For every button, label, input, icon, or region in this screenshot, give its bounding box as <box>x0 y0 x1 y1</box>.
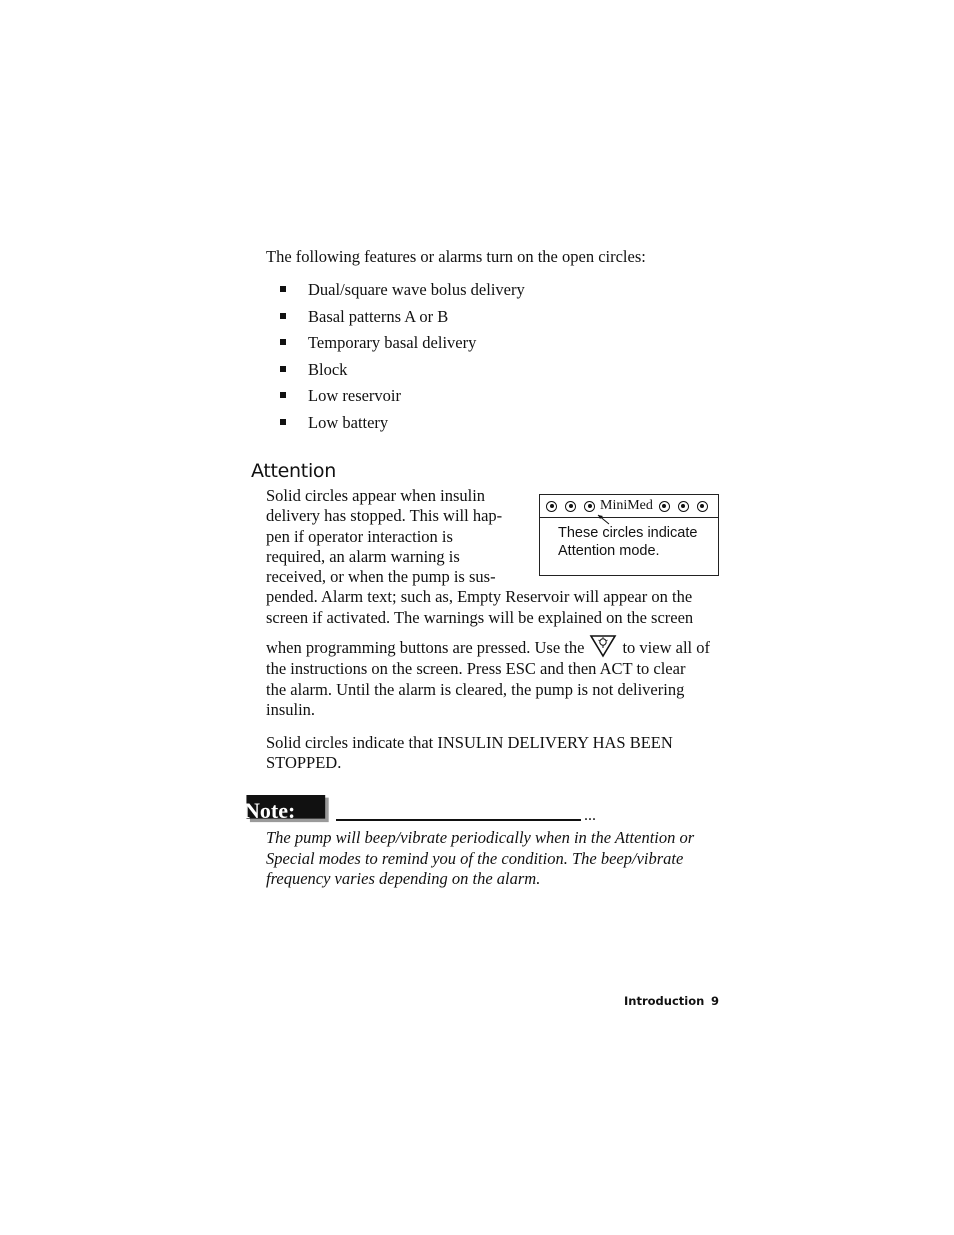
solid-circle-icon <box>659 501 670 512</box>
list-item <box>280 280 525 307</box>
solid-circle-icon <box>565 501 576 512</box>
list-item <box>280 413 525 440</box>
brand-label: MiniMed <box>600 498 653 513</box>
attention-line: delivery has stopped. This will hap- <box>266 506 503 525</box>
list-item-text: Block <box>308 359 348 379</box>
display-status-row <box>540 495 718 518</box>
bullet-square-icon <box>280 366 286 372</box>
note-text <box>266 828 736 890</box>
solid-circles-line: STOPPED. <box>266 753 342 772</box>
attention-line: screen if activated. The warnings will be explained on the screen <box>266 608 694 627</box>
caption-line: Attention mode. <box>558 543 660 559</box>
attention-line: received, or when the pump is sus- <box>266 567 496 586</box>
bullet-square-icon <box>280 339 286 345</box>
feature-list <box>280 280 525 440</box>
note-line: Special modes to remind you of the condition. The beep/vibrate <box>266 848 684 868</box>
list-item-text: Dual/square wave bolus delivery <box>308 280 525 299</box>
intro-text: The following features or alarms turn on the open circles: <box>266 247 646 266</box>
pump-display-figure <box>539 494 719 576</box>
note-line: The pump will beep/vibrate periodically when in the Attention or <box>266 828 695 847</box>
caption-line: These circles indicate <box>558 525 698 541</box>
note-dots: ... <box>584 807 596 824</box>
bullet-square-icon <box>280 419 286 425</box>
solid-circle-icon <box>546 501 557 512</box>
list-item-text: Temporary basal delivery <box>308 333 477 353</box>
footer-section: Introduction <box>624 994 705 1008</box>
note-label: Note: <box>244 798 296 823</box>
page-number: 9 <box>711 994 720 1008</box>
bullet-square-icon <box>280 392 286 398</box>
solid-circles-line: Solid circles indicate that INSULIN DELIVERY HAS BEEN <box>266 733 673 752</box>
list-item-text: Low reservoir <box>308 386 402 406</box>
figure-caption <box>558 524 697 560</box>
section-heading: Attention <box>251 460 336 482</box>
attention-line: the instructions on the screen. Press ESC and then ACT to clear <box>266 659 686 678</box>
list-item <box>280 333 525 360</box>
attention-line-text: to view all of <box>622 637 710 657</box>
solid-circle-icon <box>697 501 708 512</box>
list-item <box>280 386 525 413</box>
attention-line: pended. Alarm text; such as, Empty Reservoir will appear on the <box>266 587 693 606</box>
attention-line-text: when programming buttons are pressed. Use the <box>266 637 585 657</box>
list-item <box>280 307 525 334</box>
attention-line: insulin. <box>266 700 316 719</box>
attention-line: the alarm. Until the alarm is cleared, the pump is not delivering <box>266 680 685 699</box>
attention-line: pen if operator interaction is <box>266 526 453 546</box>
attention-line: required, an alarm warning is <box>266 547 460 566</box>
bullet-square-icon <box>280 286 286 292</box>
note-line: frequency varies depending on the alarm. <box>266 869 541 888</box>
solid-circle-icon <box>584 501 595 512</box>
solid-circle-icon <box>678 501 689 512</box>
list-item <box>280 360 525 387</box>
list-item-text: Basal patterns A or B <box>308 306 449 326</box>
list-item-text: Low battery <box>308 412 389 432</box>
note-rule <box>336 819 581 821</box>
bullet-square-icon <box>280 313 286 319</box>
attention-line: Solid circles appear when insulin <box>266 486 486 505</box>
